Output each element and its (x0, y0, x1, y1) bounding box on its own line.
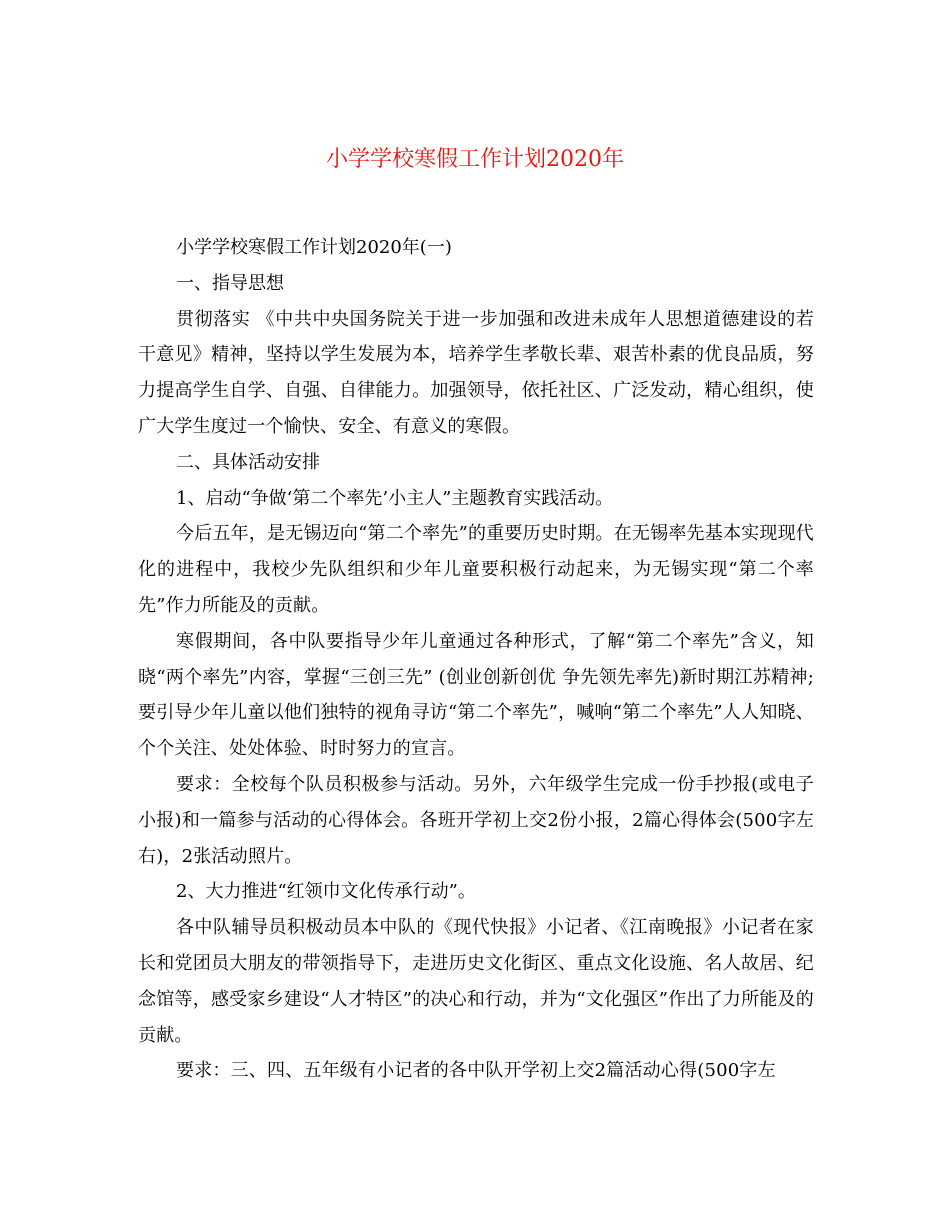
paragraph-item1-requirements: 要求：全校每个队员积极参与活动。另外，六年级学生完成一份手抄报(或电子小报)和一篇参与活动的心得体会。各班开学初上交2份小报，2篇心得体会(500字左右)，2张活动照片。 (138, 773, 814, 867)
paragraph-item1-intro: 今后五年，是无锡迈向“第二个率先”的重要历史时期。在无锡率先基本实现现代化的进程中，我校少先队组织和少年儿童要积极行动起来，为无锡实现“第二个率先”作力所能及的贡献。 (138, 523, 814, 616)
section-heading-activity-arrangement: 二、具体活动安排 (176, 451, 320, 473)
plan-subtitle: 小学学校寒假工作计划2020年(一) (176, 237, 452, 258)
paragraph-item2-requirements: 要求：三、四、五年级有小记者的各中队开学初上交2篇活动心得(500字左 (176, 1060, 776, 1082)
paragraph-item2-details: 各中队辅导员积极动员本中队的《现代快报》小记者、《江南晚报》小记者在家长和党团员大朋友的带领指导下，走进历史文化街区、重点文化设施、名人故居、纪念馆等，感受家乡建设“人才特区”的决心和行动，并为“文化强区”作出了力所能及的贡献。 (138, 917, 814, 1046)
document-body (138, 230, 814, 1089)
paragraph-guiding-ideology: 贯彻落实 《中共中央国务院关于进一步加强和改进未成年人思想道德建设的若干意见》精神，坚持以学生发展为本，培养学生孝敬长辈、艰苦朴素的优良品质，努力提高学生自学、自强、自律能力。加强领导，依托社区、广泛发动，精心组织，使广大学生度过一个愉快、安全、有意义的寒假。 (138, 308, 814, 437)
document-title: 小学学校寒假工作计划2020年 (326, 147, 624, 172)
item-heading-1: 1、启动“争做‘第二个率先’小主人”主题教育实践活动。 (176, 487, 614, 509)
paragraph-item1-details: 寒假期间，各中队要指导少年儿童通过各种形式，了解“第二个率先”含义，知晓“两个率先”内容，掌握“三创三先” (创业创新创优 争先领先率先)新时期江苏精神;要引导少年儿童以他们独特的视角寻访“第二个率先”，喊响“第二个率先”人人知晓、个个关注、处处体验、时时努力的宣言。 (138, 630, 814, 760)
section-heading-guiding-ideology: 一、指导思想 (176, 272, 284, 294)
item-heading-2: 2、大力推进“红领巾文化传承行动”。 (176, 881, 476, 903)
